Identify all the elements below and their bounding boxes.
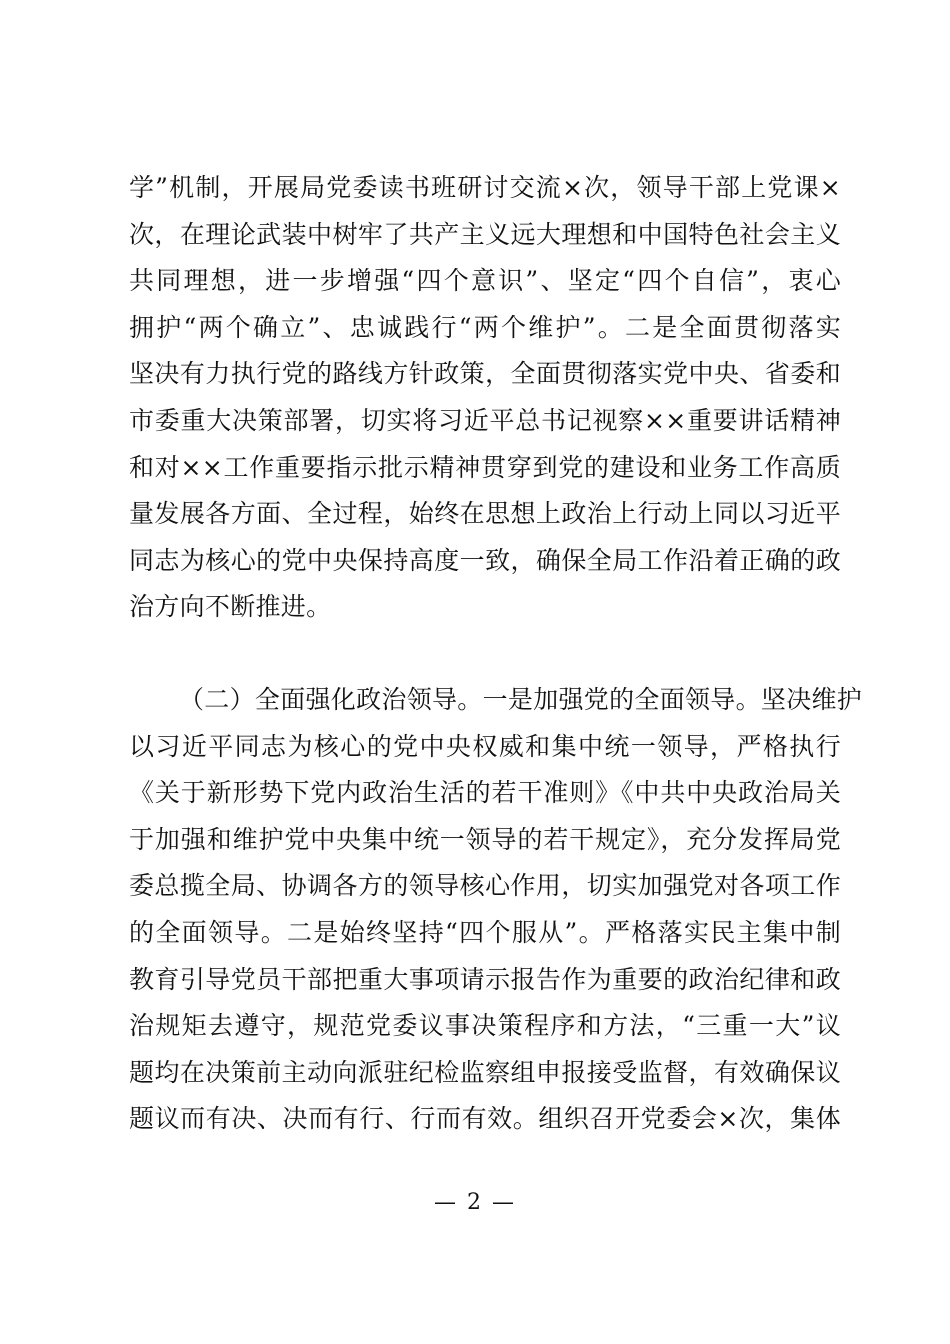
page-number: — 2 — <box>434 1190 516 1215</box>
text-line: 学”机制，开展局党委读书班研讨交流×次，领导干部上党课× <box>129 173 841 202</box>
text-line: 题均在决策前主动向派驻纪检监察组申报接受监督，有效确保议 <box>129 1057 841 1087</box>
text-line: 委总揽全局、协调各方的领导核心作用，切实加强党对各项工作 <box>129 871 841 901</box>
text-line: 市委重大决策部署，切实将习近平总书记视察××重要讲话精神 <box>129 405 841 435</box>
paragraph-2 <box>129 677 863 1143</box>
text-line: 坚决有力执行党的路线方针政策，全面贯彻落实党中央、省委和 <box>129 359 841 389</box>
text-line: 的全面领导。二是始终坚持“四个服从”。严格落实民主集中制 <box>129 917 841 947</box>
text-line: 教育引导党员干部把重大事项请示报告作为重要的政治纪律和政 <box>129 964 841 994</box>
text-line: 以习近平同志为核心的党中央权威和集中统一领导，严格执行 <box>129 731 841 761</box>
text-line: 量发展各方面、全过程，始终在思想上政治上行动上同以习近平 <box>129 499 841 529</box>
text-line: 拥护“两个确立”、忠诚践行“两个维护”。二是全面贯彻落实 <box>129 312 841 342</box>
text-line: 共同理想，进一步增强“四个意识”、坚定“四个自信”，衷心 <box>129 266 841 296</box>
text-line: 同志为核心的党中央保持高度一致，确保全局工作沿着正确的政 <box>129 545 841 575</box>
text-line: 和对××工作重要指示批示精神贯穿到党的建设和业务工作高质 <box>129 452 841 482</box>
text-line: （二）全面强化政治领导。一是加强党的全面领导。坚决维护 <box>179 685 863 714</box>
text-line: 《关于新形势下党内政治生活的若干准则》《中共中央政治局关 <box>129 778 841 808</box>
text-line: 题议而有决、决而有行、行而有效。组织召开党委会×次，集体 <box>129 1104 841 1134</box>
text-line: 治方向不断推进。 <box>129 592 332 622</box>
text-line: 治规矩去遵守，规范党委议事决策程序和方法，“三重一大”议 <box>129 1011 841 1041</box>
paragraph-1 <box>129 165 841 631</box>
text-line: 次，在理论武装中树牢了共产主义远大理想和中国特色社会主义 <box>129 219 841 249</box>
text-line: 于加强和维护党中央集中统一领导的若干规定》，充分发挥局党 <box>129 824 841 854</box>
